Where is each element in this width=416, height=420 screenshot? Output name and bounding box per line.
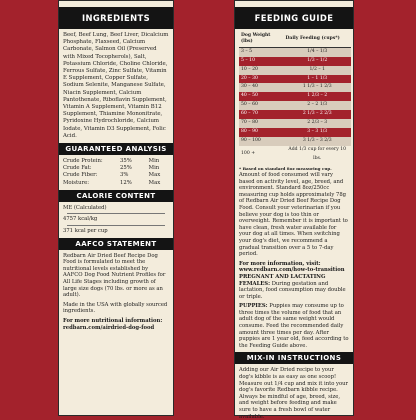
calorie-per-kg: 4757 kcal/kg bbox=[63, 216, 98, 223]
feeding-guide-text: Amount of food consumed will vary based on activity level, age, breed, and environment. Standard 8oz/250cc measuring cup holds approximately 78g of Redbarn Air Dried Beef Recipe Dog Food. Consult your veterinarian if you believe your dog is too thin or overweight. Remember it is important to have clean, fresh water available for your dog at all times. When switching your dog's diet, we recommend a gradual transition over a 5 to 7-day period. bbox=[239, 172, 348, 258]
feeding-weight: 70 – 80 bbox=[239, 119, 284, 128]
ga-label: Crude Fiber: bbox=[63, 172, 98, 179]
feeding-weight: 60 – 70 bbox=[239, 110, 284, 119]
guaranteed-analysis-header: GUARANTEED ANALYSIS bbox=[59, 143, 173, 155]
feeding-row bbox=[239, 137, 351, 146]
calorie-content bbox=[59, 205, 173, 235]
feeding-cups: 2 – 2 1/3 bbox=[284, 101, 351, 110]
transition-url: www.redbarn.com/how-to-transition bbox=[239, 267, 345, 274]
ga-value: 35% bbox=[120, 158, 132, 165]
feeding-row bbox=[239, 110, 351, 119]
feeding-row bbox=[239, 146, 351, 164]
feeding-cups: 2 1/3 – 2 2/3 bbox=[284, 110, 351, 119]
feeding-cups: 2 2/3 – 3 bbox=[284, 119, 351, 128]
feeding-footnote: * Based on standard 8oz measuring cup. bbox=[239, 165, 332, 171]
aafco-header: AAFCO STATEMENT bbox=[59, 238, 173, 250]
feeding-weight: 80 – 90 bbox=[239, 128, 284, 137]
ga-value: 12% bbox=[120, 179, 132, 186]
feeding-weight: 90 – 100 bbox=[239, 137, 284, 146]
pregnant-text: During gestation and lactation, food consumption may double or triple. bbox=[239, 280, 346, 300]
puppies-text: Puppies may consume up to three times the volume of food that an adult dog of the same weight would consume. Feed the recommended daily amount three times per day. After puppies are 1 year old, feed according to the Feeding Guide above. bbox=[239, 303, 349, 349]
ga-row bbox=[59, 172, 173, 179]
ga-label: Crude Protein: bbox=[63, 158, 103, 165]
feeding-cups: 3 – 3 1/3 bbox=[284, 128, 351, 137]
nutrition-panel bbox=[58, 0, 174, 416]
feeding-guide-header: FEEDING GUIDE bbox=[235, 7, 353, 29]
ingredients-header: INGREDIENTS bbox=[59, 7, 173, 29]
mix-in-text: Adding our Air Dried recipe to your dog's kibble is as easy as one scoop! Measure out 1/4 cup and mix it into your dog's favorite Redbarn kibble recipe. Always be mindful of age, breed, size, and weight before feeding and make sure to have a fresh bowl of water available. bbox=[239, 367, 349, 420]
feeding-row bbox=[239, 47, 351, 56]
more-info-url: redbarn.com/airdried-dog-food bbox=[63, 324, 155, 331]
col-daily-feeding: Daily Feeding (cups*) bbox=[284, 32, 351, 47]
feeding-row bbox=[239, 101, 351, 110]
feeding-row bbox=[239, 83, 351, 92]
feeding-weight: 50 – 60 bbox=[239, 101, 284, 110]
feeding-cups: 1/4 – 1/3 bbox=[284, 47, 351, 56]
feeding-weight: 10 – 20 bbox=[239, 66, 284, 75]
pregnant-label: PREGNANT AND LACTATING FEMALES: bbox=[239, 273, 326, 287]
ga-row bbox=[59, 180, 173, 187]
ga-value: 25% bbox=[120, 165, 132, 172]
ga-qual: Min bbox=[148, 165, 160, 172]
ga-qual: Max bbox=[148, 172, 161, 179]
calorie-content-header: CALORIE CONTENT bbox=[59, 190, 173, 202]
feeding-cups: 1 – 1 1/3 bbox=[284, 75, 351, 84]
calorie-per-cup: 371 kcal per cup bbox=[63, 228, 108, 235]
transition-label: For more information, visit: bbox=[239, 260, 321, 267]
feeding-cups: Add 1/3 cup for every 10 lbs. bbox=[284, 146, 351, 164]
feeding-weight: 40 – 50 bbox=[239, 92, 284, 101]
feeding-weight: 100 + bbox=[239, 146, 284, 164]
feeding-row bbox=[239, 92, 351, 101]
ga-label: Moisture: bbox=[63, 179, 90, 186]
feeding-row bbox=[239, 119, 351, 128]
ga-value: 3% bbox=[120, 172, 129, 179]
ga-row bbox=[59, 158, 173, 165]
ga-row bbox=[59, 165, 173, 172]
calorie-method: ME (Calculated) bbox=[63, 204, 107, 211]
puppies-label: PUPPIES: bbox=[239, 303, 268, 310]
feeding-weight: 20 – 30 bbox=[239, 75, 284, 84]
aafco-statement: Redbarn Air Dried Beef Recipe Dog Food is formulated to meet the nutritional levels established by AAFCO Dog Food Nutrient Profiles for All Life Stages including growth of large size dogs (70 lbs. or more as an adult). bbox=[63, 252, 166, 299]
mix-in-header: MIX-IN INSTRUCTIONS bbox=[235, 352, 353, 364]
feeding-cups: 1 2/3 – 2 bbox=[284, 92, 351, 101]
feeding-table bbox=[239, 32, 351, 164]
ingredients-text: Beef, Beef Lung, Beef Liver, Dicalcium Phosphate, Flaxseed, Calcium Carbonate, Salmon Oil (Preserved with Mixed Tocopherols), Salt, Potassium Chloride, Choline Chloride, Ferrous Sulfate, Zinc Sulfate, Vitamin E Supplement, Copper Sulfate, Sodium Selenite, Manganese Sulfate, Niacin Supplement, Calcium Pantothenate, Riboflavin Supplement, Vitamin A Supplement, Vitamin B12 Supplement, Thiamine Mononitrate, Pyridoxine Hydrochloride, Calcium Iodate, Vitamin D3 Supplement, Folic Acid. bbox=[63, 32, 169, 139]
feeding-cups: 1/3 – 1/2 bbox=[284, 57, 351, 66]
more-info-label: For more nutritional information: bbox=[63, 317, 163, 324]
ga-label: Crude Fat: bbox=[63, 165, 92, 172]
feeding-weight: 5 – 10 bbox=[239, 57, 284, 66]
feeding-row bbox=[239, 128, 351, 137]
ga-qual: Min bbox=[148, 158, 160, 165]
guaranteed-analysis-table bbox=[59, 158, 173, 187]
made-in-usa-text: Made in the USA with globally sourced ingredients. bbox=[63, 301, 168, 315]
feeding-panel bbox=[234, 0, 354, 420]
feeding-cups: 1 1/3 – 1 2/3 bbox=[284, 83, 351, 92]
col-dog-weight: Dog Weight (lbs) bbox=[239, 32, 284, 47]
feeding-row bbox=[239, 57, 351, 66]
feeding-row bbox=[239, 66, 351, 75]
feeding-cups: 3 1/3 – 3 2/3 bbox=[284, 137, 351, 146]
feeding-weight: 30 – 40 bbox=[239, 83, 284, 92]
feeding-cups: 1/2 – 1 bbox=[284, 66, 351, 75]
ga-qual: Max bbox=[148, 179, 161, 186]
feeding-weight: 3 – 5 bbox=[239, 47, 284, 56]
feeding-row bbox=[239, 75, 351, 84]
